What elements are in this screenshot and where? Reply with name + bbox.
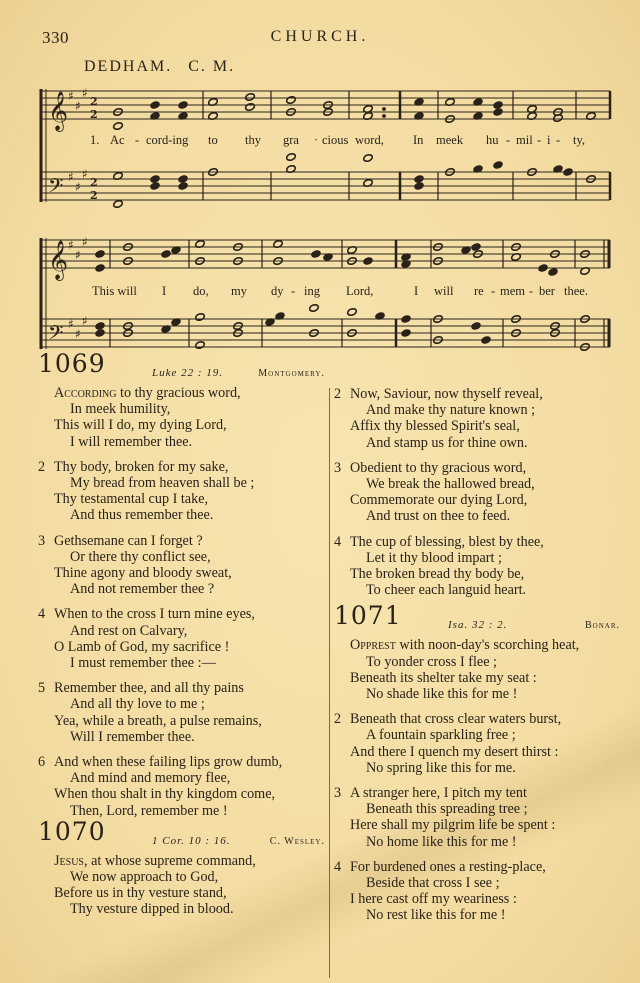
treble-clef-icon: 𝄞: [48, 91, 69, 131]
hymn-author: Montgomery.: [258, 368, 325, 379]
page-header: [42, 28, 598, 48]
svg-text:♯: ♯: [68, 238, 74, 252]
verse-3: 3 Gethsemane can I forget ? Or there thy conflict see, Thine agony and bloody sweat, And not remember thee ?: [38, 532, 232, 598]
hymn-header: [38, 349, 325, 384]
bass-clef-icon: 𝄢: [48, 174, 64, 202]
music-system-2: 𝄞 𝄢 ♯ ♯ ♯ ♯ ♯ ♯ This will I do, my dy - ing Lord, I will re - mem - ber thee.: [38, 232, 613, 357]
verse-1: Opprest with noon-day's scorching heat, To yonder cross I flee ; Beneath its shelter take my seat : No shade like this for me !: [350, 637, 580, 703]
right-column: [334, 386, 620, 933]
verse-2: 2 Thy body, broken for my sake, My bread from heaven shall be ; Thy testamental cup I take, And thus remember thee.: [38, 458, 255, 524]
verse-2: 2 Beneath that cross clear waters burst, A fountain sparkling free ; And there I quench my desert thirst : No spring like this for me.: [334, 711, 562, 776]
hymn-1069: [38, 349, 325, 819]
column-divider: [329, 388, 330, 978]
verse-4: 4 The cup of blessing, blest by thee, Let it thy blood impart ; The broken bread thy body be, To cheer each languid heart.: [334, 533, 544, 599]
running-head: CHURCH.: [270, 28, 370, 45]
verse-2: 2 Now, Saviour, now thyself reveal, And make thy nature known ; Affix thy blessed Spirit's seal, And stamp us for thine own.: [334, 386, 543, 451]
svg-text:♯: ♯: [82, 235, 88, 249]
svg-text:♯: ♯: [75, 327, 81, 341]
page-number: 330: [42, 28, 69, 47]
svg-text:♯: ♯: [75, 180, 81, 194]
verse-1: Jesus, at whose supreme command, We now approach to God, Before us in thy vesture stand, Thy vesture dipped in blood.: [54, 852, 256, 918]
verse-6: 6 And when these failing lips grow dumb, And mind and memory flee, When thou shalt in thy kingdom come, Then, Lord, remember me !: [38, 754, 283, 819]
music-system-1: 𝄞 𝄢 ♯ ♯ ♯ ♯ ♯ ♯ 2 2 2 2 1. Ac - cord-ing to thy gra · cious word, In meek hu - mil - i - ty,: [38, 85, 613, 215]
tune-name: DEDHAM.: [84, 58, 173, 75]
svg-text:♯: ♯: [68, 89, 74, 103]
svg-text:♯: ♯: [75, 248, 81, 262]
verse-4: 4 When to the cross I turn mine eyes, And rest on Calvary, O Lamb of God, my sacrifice ! I must remember thee :—: [38, 606, 255, 672]
scripture-reference: Isa. 32 : 2.: [448, 619, 508, 632]
treble-clef-icon: 𝄞: [48, 240, 69, 280]
hymn-1071: [334, 601, 620, 924]
svg-text:♯: ♯: [68, 170, 74, 184]
hymn-author: Bonar.: [584, 620, 620, 632]
hymn-1070: [38, 816, 325, 918]
svg-text:♯: ♯: [82, 86, 88, 100]
hymn-header: [334, 601, 620, 636]
tune-meter: C. M.: [188, 58, 236, 75]
hymn-number: 1069: [38, 349, 106, 378]
verse-4: 4 For burdened ones a resting-place, Beside that cross I see ; I here cast off my weariness : No rest like this for me !: [334, 858, 546, 924]
verse-3: 3 Obedient to thy gracious word, We break the hallowed bread, Commemorate our dying Lord, And trust on thee to feed.: [334, 459, 535, 525]
hymn-header: [38, 816, 325, 852]
svg-text:♯: ♯: [68, 317, 74, 331]
verse-5: 5 Remember thee, and all thy pains And all thy love to me ; Yea, while a breath, a pulse remains, Will I remember thee.: [38, 680, 262, 745]
hymn-1070-continued: [334, 386, 620, 598]
scripture-reference: Luke 22 : 19.: [152, 367, 224, 379]
music-staff-system-1: [38, 85, 613, 215]
svg-text:2: 2: [90, 108, 98, 121]
svg-text:♯: ♯: [82, 314, 88, 328]
svg-text:2: 2: [90, 189, 98, 202]
hymn-number: 1071: [334, 601, 402, 631]
bass-clef-icon: 𝄢: [48, 321, 64, 349]
verse-3: 3 A stranger here, I pitch my tent Beneath this spreading tree ; Here shall my pilgrim life be spent : No home like this for me !: [334, 785, 556, 850]
svg-text:♯: ♯: [75, 99, 81, 113]
hymn-author: C. Wesley.: [269, 835, 325, 847]
scripture-reference: 1 Cor. 10 : 16.: [152, 834, 231, 847]
svg-text:2: 2: [90, 176, 98, 189]
left-column: [38, 349, 325, 927]
verse-1: According to thy gracious word, In meek humility, This will I do, my dying Lord, I will remember thee.: [54, 385, 241, 450]
tune-title: [84, 58, 235, 76]
svg-text:♯: ♯: [82, 167, 88, 181]
svg-text:2: 2: [90, 95, 98, 108]
hymn-number: 1070: [38, 816, 106, 846]
